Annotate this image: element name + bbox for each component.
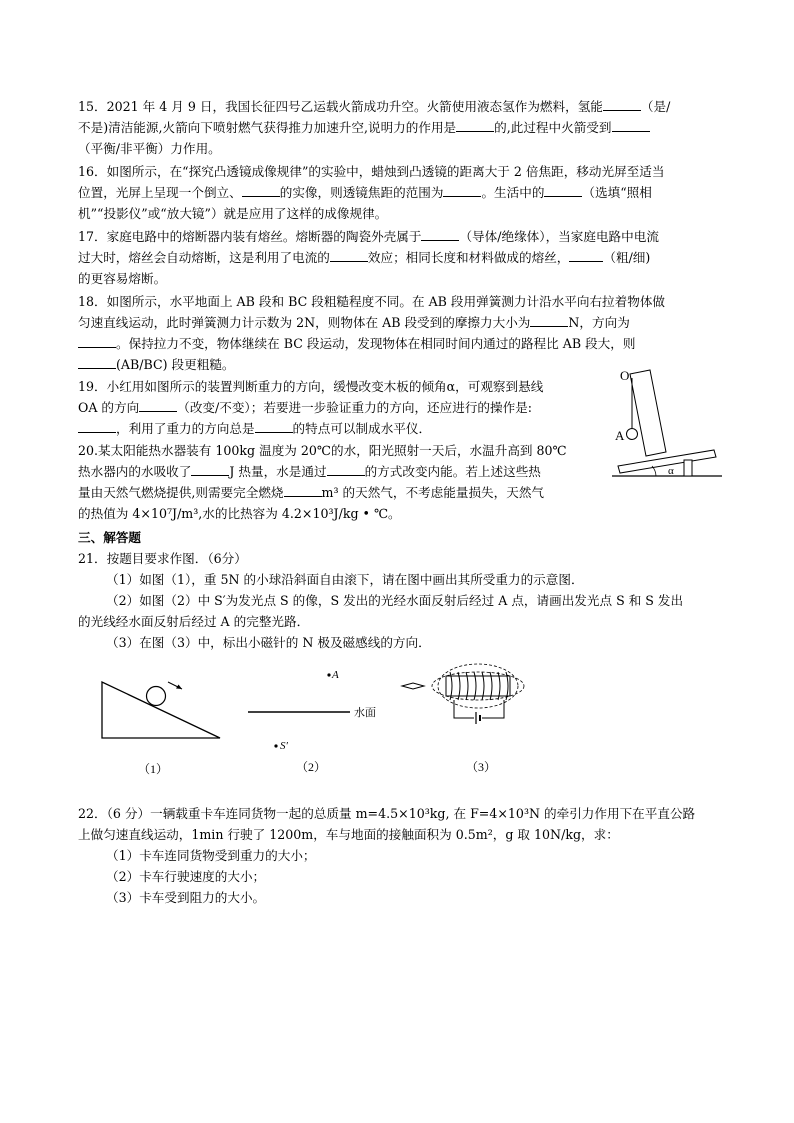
q16-line2: 位置，光屏上呈现一个倒立、 的实像，则透镜焦距的范围为 。生活中的 （选填“照相 xyxy=(78,182,718,203)
answer-blank[interactable] xyxy=(78,354,116,369)
q22-sub2: （2）卡车行驶速度的大小； xyxy=(106,869,266,884)
figure-1-incline xyxy=(96,660,226,780)
point-a xyxy=(327,673,330,676)
section-heading: 三、解答题 xyxy=(78,530,141,545)
q17-line2: 过大时，熔丝会自动熔断，这是利用了电流的 效应；相同长度和材料做成的熔丝， （粗/细) xyxy=(78,247,718,268)
answer-blank[interactable] xyxy=(255,418,293,433)
q21-sub2-line1: （2）如图（2）中 S′为发光点 S 的像，S 发出的光经水面反射后经过 A 点，请画出发光点 S 和 S 发出 xyxy=(106,593,684,608)
q15-line1: 15．2021 年 4 月 9 日，我国长征四号乙运载火箭成功升空。火箭使用液态氢作为燃料，氢能 （是/ xyxy=(78,96,718,117)
q21-title: 21．按题目要求作图．（6分） xyxy=(78,551,247,566)
q20-line2: 热水器内的水吸收了 J 热量，水是通过 的方式改变内能。若上述这些热 xyxy=(78,461,598,482)
q16-line3: 机”“投影仪”或“放大镜”）就是应用了这样的成像规律。 xyxy=(78,206,388,221)
answer-blank[interactable] xyxy=(603,96,641,111)
point-o-label: O xyxy=(620,368,630,383)
q18-line1: 18．如图所示，水平地面上 AB 段和 BC 段粗糙程度不同。在 AB 段用弹簧测力计沿水平向右拉着物体做 xyxy=(78,294,666,309)
q15-line2: 不是)清洁能源,火箭向下喷射燃气获得推力加速升空,说明力的作用是 的,此过程中火箭受到 xyxy=(78,117,718,138)
q18-line3: 。保持拉力不变，物体继续在 BC 段运动，发现物体在相同时间内通过的路程比 AB 段大，则 xyxy=(78,333,718,354)
ball xyxy=(147,687,166,706)
q21-sub3: （3）在图（3）中，标出小磁针的 N 极及磁感线的方向． xyxy=(106,635,431,650)
point-s-label: S′ xyxy=(280,740,288,752)
q22-sub1: （1）卡车连同货物受到重力的大小； xyxy=(106,848,316,863)
answer-blank[interactable] xyxy=(191,461,229,476)
answer-blank[interactable] xyxy=(421,226,459,241)
q17-line1: 17．家庭电路中的熔断器内装有熔丝。熔断器的陶瓷外壳属于 （导体/绝缘体），当家庭电路中电流 xyxy=(78,226,718,247)
answer-blank[interactable] xyxy=(327,461,365,476)
q19-figure xyxy=(612,364,722,480)
alpha-label: α xyxy=(668,465,674,477)
answer-blank[interactable] xyxy=(612,117,650,132)
answer-blank[interactable] xyxy=(242,182,280,197)
point-s-image xyxy=(274,744,277,747)
answer-blank[interactable] xyxy=(139,397,177,412)
q16-line1: 16．如图所示，在“探究凸透镜成像规律”的实验中，蜡烛到凸透镜的距离大于 2 倍焦距，移动光屏至适当 xyxy=(78,164,665,179)
q19-line3: ，利用了重力的方向总是 的特点可以制成水平仪． xyxy=(78,418,598,439)
answer-blank[interactable] xyxy=(544,182,582,197)
answer-blank[interactable] xyxy=(530,312,568,327)
q18-line2: 匀速直线运动，此时弹簧测力计示数为 2N，则物体在 AB 段受到的摩擦力大小为 N，方向为 xyxy=(78,312,718,333)
answer-blank[interactable] xyxy=(330,247,368,262)
q19-line1: 19．小红用如图所示的装置判断重力的方向，缓慢改变木板的倾角α，可观察到悬线 xyxy=(78,379,544,394)
q21-sub2-line2: 的光线经水面反射后经过 A 的完整光路． xyxy=(78,614,310,629)
tilted-board xyxy=(618,450,716,473)
point-a-label: A xyxy=(332,669,339,681)
plumb-bob xyxy=(627,429,638,440)
answer-blank[interactable] xyxy=(78,333,116,348)
q17-line3: 的更容易熔断。 xyxy=(78,271,167,286)
water-label: 水面 xyxy=(354,707,376,719)
answer-blank[interactable] xyxy=(443,182,481,197)
figure-1-label: （1） xyxy=(138,762,169,776)
figure-2-mirror xyxy=(240,660,400,780)
q19-line2: OA 的方向 （改变/不变）；若要进一步验证重力的方向，还应进行的操作是: xyxy=(78,397,598,418)
q20-line4: 的热值为 4×10⁷J/m³,水的比热容为 4.2×10³J/kg • ℃。 xyxy=(78,506,401,521)
q22-sub3: （3）卡车受到阻力的大小。 xyxy=(106,890,266,905)
q20-line3: 量由天然气燃烧提供,则需要完全燃烧 m³ 的天然气，不考虑能量损失，天然气 xyxy=(78,482,718,503)
figure-3-solenoid xyxy=(396,660,526,780)
wire-left xyxy=(454,700,474,718)
answer-blank[interactable] xyxy=(78,418,116,433)
compass-needle-icon xyxy=(402,683,424,689)
q22-line2: 上做匀速直线运动，1min 行驶了 1200m，车与地面的接触面积为 0.5m²，g 取 10N/kg，求： xyxy=(78,827,619,842)
point-a-label: A xyxy=(615,428,625,443)
q20-line1: 20.某太阳能热水器装有 100kg 温度为 20℃的水，阳光照射一天后，水温升高到 80℃ xyxy=(78,443,567,458)
answer-blank[interactable] xyxy=(569,247,603,262)
wedge-block xyxy=(684,460,692,476)
answer-blank[interactable] xyxy=(456,117,494,132)
figure-2-label: （2） xyxy=(296,760,327,774)
q21-sub1: （1）如图（1），重 5N 的小球沿斜面自由滚下，请在图中画出其所受重力的示意图． xyxy=(106,572,584,587)
figure-3-label: （3） xyxy=(466,760,497,774)
q15-line3: （平衡/非平衡）力作用。 xyxy=(78,141,221,156)
upright-board xyxy=(630,370,666,456)
answer-blank[interactable] xyxy=(284,482,322,497)
q22-line1: 22．（6 分）一辆载重卡车连同货物一起的总质量 m=4.5×10³kg, 在 F=4×10³N 的牵引力作用下在平直公路 xyxy=(78,806,696,821)
q18-line4: (AB/BC) 段更粗糙。 xyxy=(78,354,718,375)
wire-right xyxy=(482,700,504,718)
